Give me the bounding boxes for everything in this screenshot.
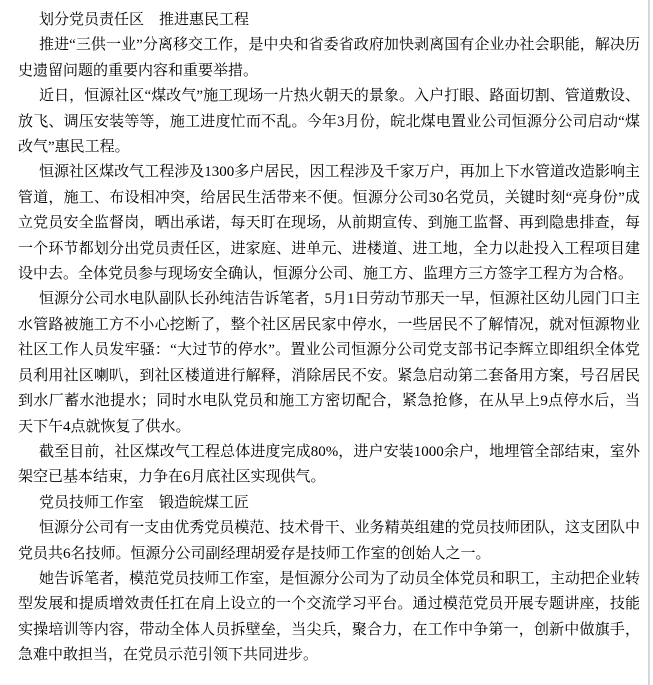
document-body	[18, 8, 640, 669]
section-heading-1: 划分党员责任区 推进惠民工程	[39, 12, 250, 28]
paragraph-responsibility-zones: 恒源社区煤改气工程涉及1300多户居民，因工程涉及千家万户，再加上下水管道改造影响主管道，施工、布设相冲突，给居民生活带来不便。恒源分公司30名党员，关键时刻“亮身份”成立党员安全监督岗，晒出承诺，每天盯在现场，从前期宣传、到施工监督、再到隐患排查，每一个环节都划分出党员责任区，进家庭、进单元、进楼道、进工地，全力以赴投入工程项目建设中去。全体党员参与现场安全确认，恒源分公司、施工方、监理方三方签字工程方为合格。	[18, 164, 640, 283]
section-heading-2: 党员技师工作室 锻造皖煤工匠	[39, 494, 250, 511]
page-edge-line	[648, 0, 650, 685]
paragraph-intro: 推进“三供一业”分离移交工作，是中央和省委省政府加快剥离国有企业办社会职能，解决历史遗留问题的重要内容和重要举措。	[18, 37, 640, 79]
paragraph-construction-scene: 近日，恒源社区“煤改气”施工现场一片热火朝天的景象。入户打眼、路面切割、管道敷设、放飞、调压安装等等，施工进度忙而不乱。今年3月份，皖北煤电置业公司恒源分公司启动“煤改气”惠民工程。	[18, 88, 640, 156]
paragraph-workshop-platform: 她告诉笔者，模范党员技师工作室，是恒源分公司为了动员全体党员和职工，主动把企业转型发展和提质增效责任扛在肩上设立的一个交流学习平台。通过模范党员开展专题讲座，技能实操培训等内容，带动全体人员拆壁垒，当尖兵，聚合力，在工作中争第一，创新中做旗手，急难中敢担当，在党员示范引领下共同进步。	[18, 570, 640, 664]
paragraph-technician-team: 恒源分公司有一支由优秀党员模范、技术骨干、业务精英组建的党员技师团队，这支团队中党员共6名技师。恒源分公司副经理胡爱存是技师工作室的创始人之一。	[18, 520, 640, 562]
paragraph-progress: 截至目前，社区煤改气工程总体进度完成80%，进户安装1000余户，地埋管全部结束，室外架空已基本结束，力争在6月底社区实现供气。	[18, 443, 640, 486]
paragraph-water-outage: 恒源分公司水电队副队长孙纯洁告诉笔者，5月1日劳动节那天一早，恒源社区幼儿园门口主水管路被施工方不小心挖断了，整个社区居民家中停水，一些居民不了解情况，就对恒源物业社区工作人员发牢骚：“大过节的停水”。置业公司恒源分公司党支部书记李辉立即组织全体党员利用社区喇叭，到社区楼道进行解释，消除居民不安。紧急启动第二套备用方案，号召居民到水厂蓄水池提水；同时水电队党员和施工方密切配合，紧急抢修，在从早上9点停水后，当天下午4点就恢复了供水。	[18, 291, 640, 435]
